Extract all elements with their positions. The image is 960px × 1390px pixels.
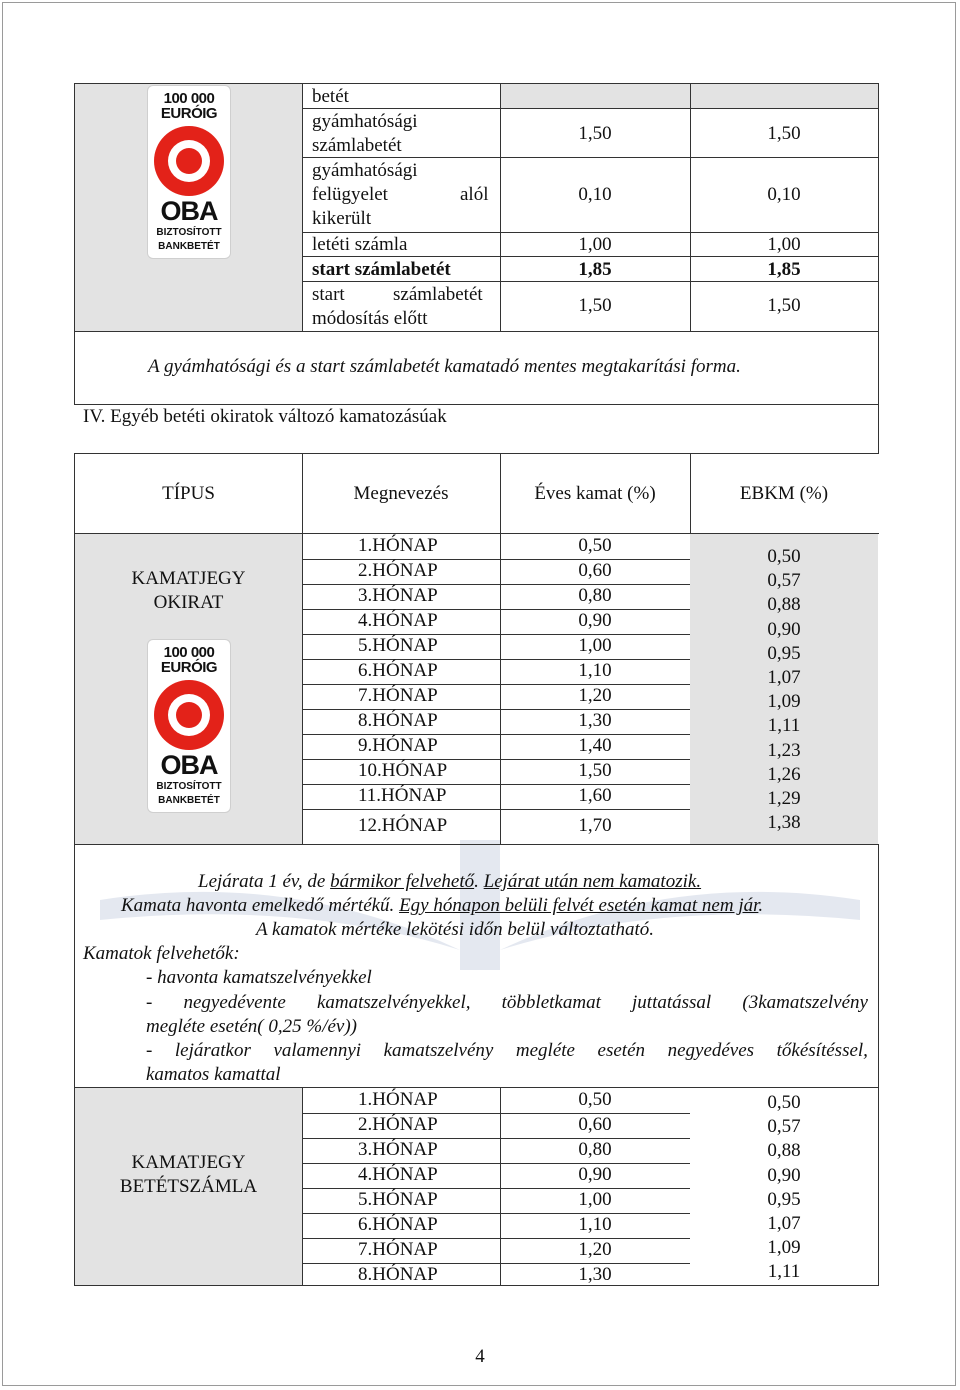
month-rate: 1,00	[578, 1189, 612, 1210]
okirat-type-1: KAMATJEGY	[131, 568, 246, 589]
row-felug-ebkm: 0,10	[767, 184, 801, 205]
ebkm-value: 1,38	[767, 812, 801, 834]
note-2c: .	[758, 895, 764, 916]
betetszamla-ebkm-list	[690, 1091, 878, 1285]
month-rate: 1,50	[578, 760, 612, 781]
month-rate: 1,60	[578, 785, 612, 806]
ebkm-value: 1,11	[767, 715, 801, 737]
betetszamla-type-2: BETÉTSZÁMLA	[119, 1176, 258, 1197]
logo-amount: 100 000	[163, 90, 215, 107]
ebkm-value: 1,26	[767, 763, 801, 785]
note-line-4: Kamatok felvehetők:	[83, 943, 240, 964]
row-start-name: start számlabetét	[312, 259, 451, 280]
month-rate: 0,50	[578, 535, 612, 556]
note-line-8: - lejáratkor valamennyi kamatszelvény megléte esetén negyedéves tőkésítéssel,	[146, 1040, 868, 1061]
row-felug-name-1: gyámhatósági	[312, 160, 418, 181]
month-rate: 1,00	[578, 635, 612, 656]
note-1a: Lejárata 1 év, de	[198, 871, 331, 892]
row-gyam-ebkm: 1,50	[767, 123, 801, 144]
month-label: 6.HÓNAP	[358, 1214, 438, 1235]
month-rate: 1,10	[578, 660, 612, 681]
betetszamla-type-1: KAMATJEGY	[131, 1152, 246, 1173]
ebkm-value: 1,07	[767, 1213, 801, 1235]
ebkm-value: 1,07	[767, 667, 801, 689]
ebkm-value: 0,95	[767, 1188, 801, 1210]
month-rate: 1,30	[578, 1264, 612, 1285]
row-gyam-rate: 1,50	[578, 123, 612, 144]
note-line-7: megléte esetén( 0,25 %/év))	[146, 1016, 358, 1037]
logo-sub2: BANKBETÉT	[158, 241, 220, 252]
note-line-6: - negyedévente kamatszelvényekkel, többletkamat juttatással (3kamatszelvény	[146, 992, 868, 1013]
logo-euroig: EURÓIG	[160, 105, 218, 122]
note-line-3: A kamatok mértéke lekötési időn belül változtatható.	[256, 919, 655, 940]
month-label: 1.HÓNAP	[358, 1089, 438, 1110]
month-rate: 0,60	[578, 560, 612, 581]
month-label: 9.HÓNAP	[358, 735, 438, 756]
month-rate: 1,40	[578, 735, 612, 756]
month-rate: 1,70	[578, 815, 612, 836]
row-startmod-name-3: módosítás előtt	[312, 308, 428, 329]
logo-amount: 100 000	[163, 644, 215, 661]
ebkm-value: 0,95	[767, 642, 801, 664]
month-label: 8.HÓNAP	[358, 1264, 438, 1285]
month-rate: 1,10	[578, 1214, 612, 1235]
okirat-type-2: OKIRAT	[153, 592, 224, 613]
month-rate: 0,90	[578, 1164, 612, 1185]
ebkm-value: 0,50	[767, 1092, 801, 1113]
logo-sub1: BIZTOSÍTOTT	[156, 227, 222, 238]
ebkm-value: 0,90	[767, 1164, 801, 1186]
ebkm-value: 1,29	[767, 788, 801, 810]
logo-ring-icon	[154, 126, 224, 196]
header-name: Megnevezés	[353, 483, 449, 504]
top-right-gray-cell	[500, 84, 878, 108]
month-label: 4.HÓNAP	[358, 610, 438, 631]
note-2a: Kamata havonta emelkedő mértékű.	[121, 895, 400, 916]
page-number: 4	[475, 1346, 485, 1367]
ebkm-value: 1,09	[767, 1237, 801, 1259]
ebkm-value: 1,11	[767, 1261, 801, 1283]
row-felug-name-2: felügyelet	[312, 184, 388, 205]
row-felug-name-3: alól	[460, 184, 489, 205]
header-rate: Éves kamat (%)	[534, 483, 656, 504]
ebkm-value: 0,88	[767, 1140, 801, 1162]
row-startmod-name-2: számlabetét	[393, 284, 483, 305]
note-1b: bármikor felvehető	[330, 871, 475, 892]
month-label: 8.HÓNAP	[358, 710, 438, 731]
oba-logo-top	[147, 85, 231, 259]
month-rate: 0,80	[578, 1139, 612, 1160]
row-gyam-name-2: számlabetét	[312, 135, 402, 156]
month-rate: 1,30	[578, 710, 612, 731]
month-label: 3.HÓNAP	[358, 1139, 438, 1160]
month-rate: 0,60	[578, 1114, 612, 1135]
header-ebkm: EBKM (%)	[739, 483, 829, 504]
ebkm-value: 0,57	[767, 1116, 801, 1138]
month-label: 1.HÓNAP	[358, 535, 438, 556]
note-1c: .	[474, 871, 484, 892]
note-line-2	[121, 895, 763, 917]
row-divider	[302, 809, 690, 810]
row-leteti-ebkm: 1,00	[767, 234, 801, 255]
month-label: 2.HÓNAP	[358, 1114, 438, 1135]
note-line-5: - havonta kamatszelvényekkel	[146, 967, 372, 988]
row-felug-rate: 0,10	[578, 184, 612, 205]
month-label: 4.HÓNAP	[358, 1164, 438, 1185]
ebkm-value: 0,90	[767, 618, 801, 640]
row-felug-name-4: kikerült	[312, 208, 372, 229]
month-rate: 0,80	[578, 585, 612, 606]
ebkm-value: 0,57	[767, 570, 801, 592]
month-rate: 0,50	[578, 1089, 612, 1110]
month-label: 11.HÓNAP	[358, 785, 447, 806]
note-line-1	[198, 871, 701, 893]
ebkm-value: 0,50	[767, 546, 801, 567]
ebkm-value: 1,09	[767, 691, 801, 713]
row-leteti-name: letéti számla	[312, 234, 408, 255]
row-start-ebkm: 1,85	[767, 259, 801, 280]
month-label: 10.HÓNAP	[358, 760, 448, 781]
logo-ring-icon	[154, 680, 224, 750]
month-label: 7.HÓNAP	[358, 1239, 438, 1260]
month-rate: 1,20	[578, 1239, 612, 1260]
note-1d: Lejárat után nem kamatozik.	[483, 871, 702, 892]
section-title: IV. Egyéb betéti okiratok változó kamatozásúak	[83, 406, 447, 427]
note-2b: Egy hónapon belüli felvét esetén kamat nem jár	[399, 895, 759, 916]
logo-brand: OBA	[160, 750, 218, 780]
month-label: 3.HÓNAP	[358, 585, 438, 606]
month-label: 7.HÓNAP	[358, 685, 438, 706]
ebkm-value: 0,88	[767, 594, 801, 616]
tax-free-note: A gyámhatósági és a start számlabetét kamatadó mentes megtakarítási forma.	[148, 356, 741, 377]
oba-logo-okirat	[147, 639, 231, 813]
row-start-rate: 1,85	[578, 259, 612, 280]
month-label: 6.HÓNAP	[358, 660, 438, 681]
row-gyam-name-1: gyámhatósági	[312, 111, 418, 132]
header-type: TÍPUS	[162, 483, 215, 504]
month-rate: 0,90	[578, 610, 612, 631]
row-startmod-name-1: start	[312, 284, 345, 305]
month-label: 5.HÓNAP	[358, 635, 438, 656]
month-label: 5.HÓNAP	[358, 1189, 438, 1210]
month-label: 12.HÓNAP	[358, 815, 448, 836]
row-leteti-rate: 1,00	[578, 234, 612, 255]
row-startmod-ebkm: 1,50	[767, 295, 801, 316]
row-startmod-rate: 1,50	[578, 295, 612, 316]
note-line-9: kamatos kamattal	[146, 1064, 281, 1085]
logo-euroig: EURÓIG	[160, 659, 218, 676]
month-label: 2.HÓNAP	[358, 560, 438, 581]
logo-brand: OBA	[160, 196, 218, 226]
logo-sub2: BANKBETÉT	[158, 795, 220, 806]
logo-sub1: BIZTOSÍTOTT	[156, 781, 222, 792]
ebkm-value: 1,23	[767, 739, 801, 761]
okirat-ebkm-list	[690, 545, 878, 835]
month-rate: 1,20	[578, 685, 612, 706]
row-betet-name: betét	[312, 86, 349, 107]
